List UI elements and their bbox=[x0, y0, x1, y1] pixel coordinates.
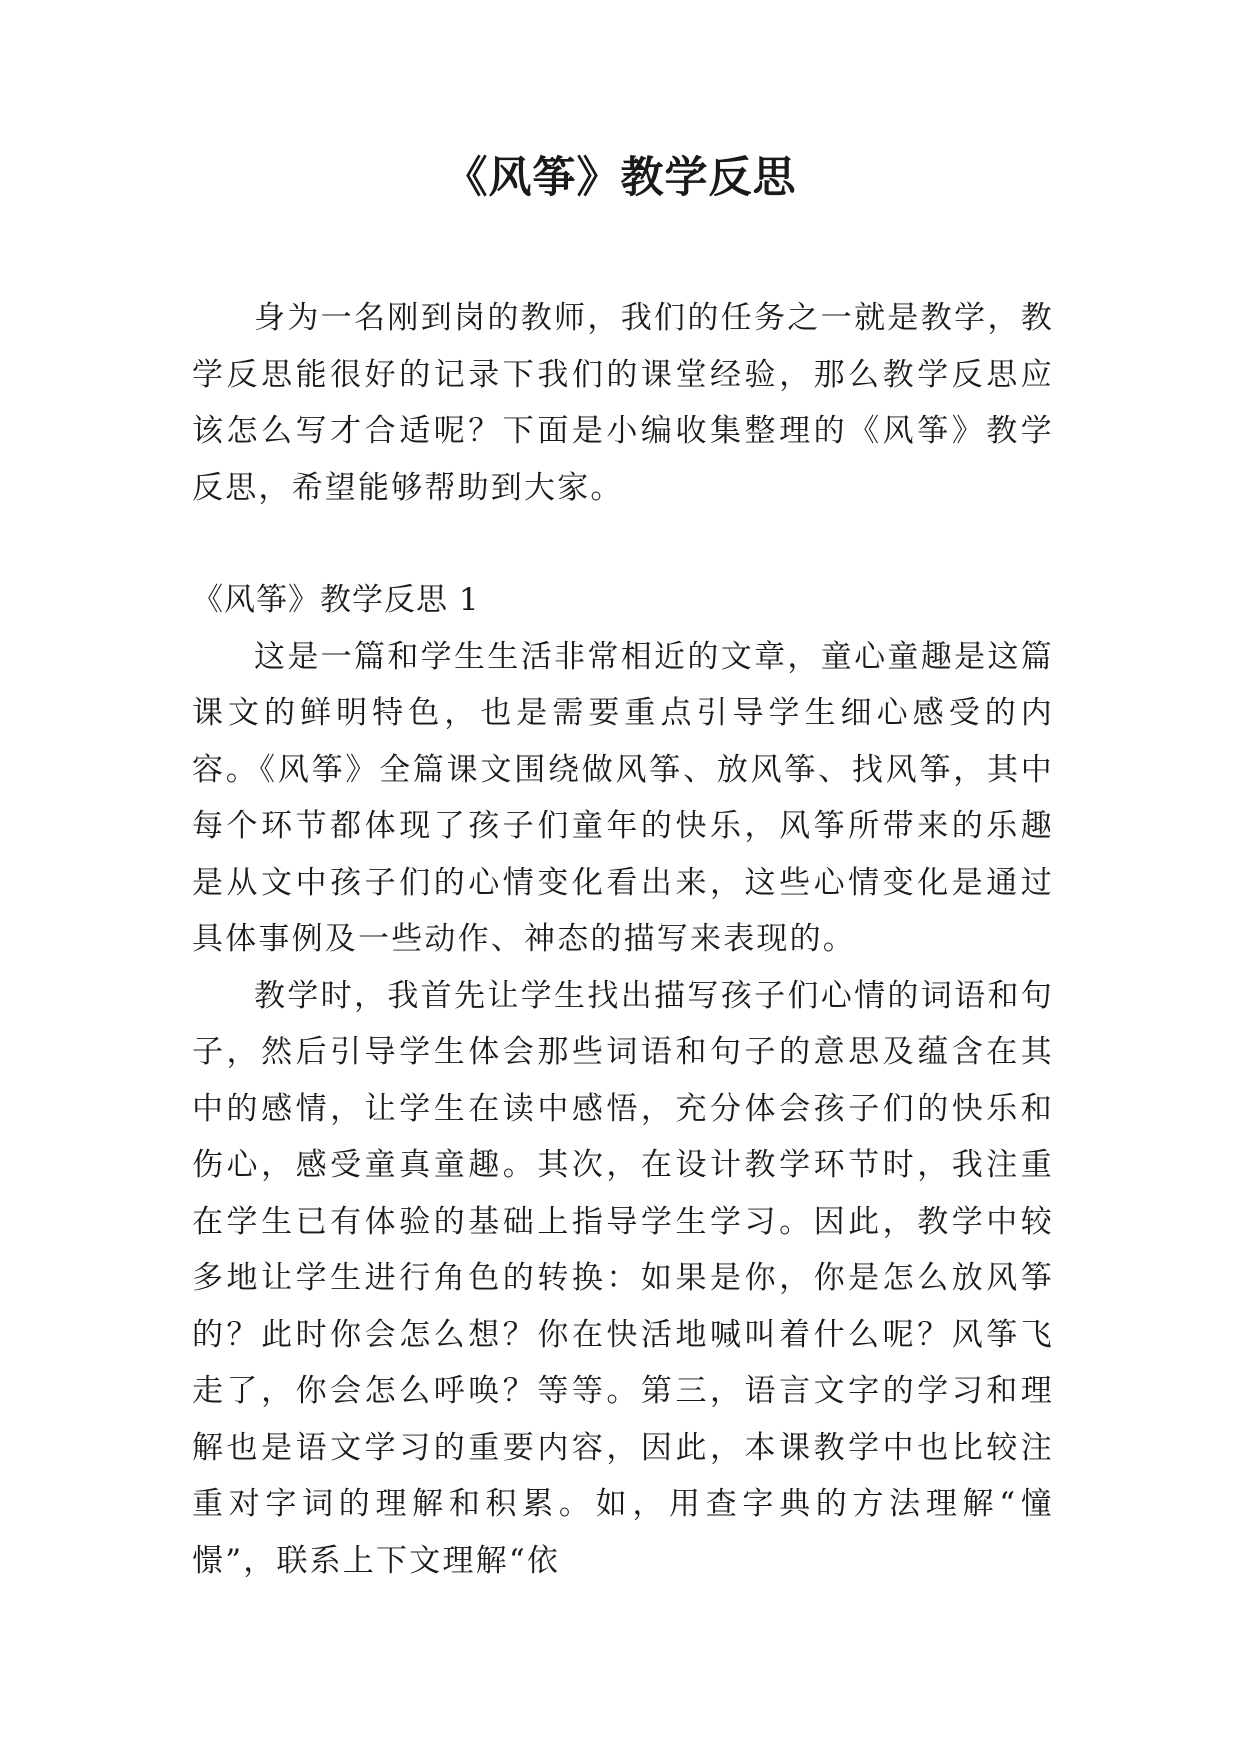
body-paragraph: 教学时，我首先让学生找出描写孩子们心情的词语和句子，然后引导学生体会那些词语和句子的意思及蕴含在其中的感情，让学生在读中感悟，充分体会孩子们的快乐和伤心，感受童真童趣。其次，在设计教学环节时，我注重在学生已有体验的基础上指导学生学习。因此，教学中较多地让学生进行角色的转换：如果是你，你是怎么放风筝的？此时你会怎么想？你在快活地喊叫着什么呢？风筝飞走了，你会怎么呼唤？等等。第三，语言文字的学习和理解也是语文学习的重要内容，因此，本课教学中也比较注重对字词的理解和积累。如，用查字典的方法理解“憧憬”，联系上下文理解“依 bbox=[192, 977, 1054, 1579]
document-body bbox=[192, 290, 1054, 1589]
body-paragraph: 这是一篇和学生生活非常相近的文章，童心童趣是这篇课文的鲜明特色，也是需要重点引导学生细心感受的内容。《风筝》全篇课文围绕做风筝、放风筝、找风筝，其中每个环节都体现了孩子们童年的快乐，风筝所带来的乐趣是从文中孩子们的心情变化看出来，这些心情变化是通过具体事例及一些动作、神态的描写来表现的。 bbox=[192, 638, 1054, 957]
intro-paragraph: 身为一名刚到岗的教师，我们的任务之一就是教学，教学反思能很好的记录下我们的课堂经验，那么教学反思应该怎么写才合适呢？下面是小编收集整理的《风筝》教学反思，希望能够帮助到大家。 bbox=[192, 300, 1054, 506]
section-heading: 《风筝》教学反思 1 bbox=[192, 582, 480, 618]
document-title: 《风筝》教学反思 bbox=[444, 153, 797, 203]
